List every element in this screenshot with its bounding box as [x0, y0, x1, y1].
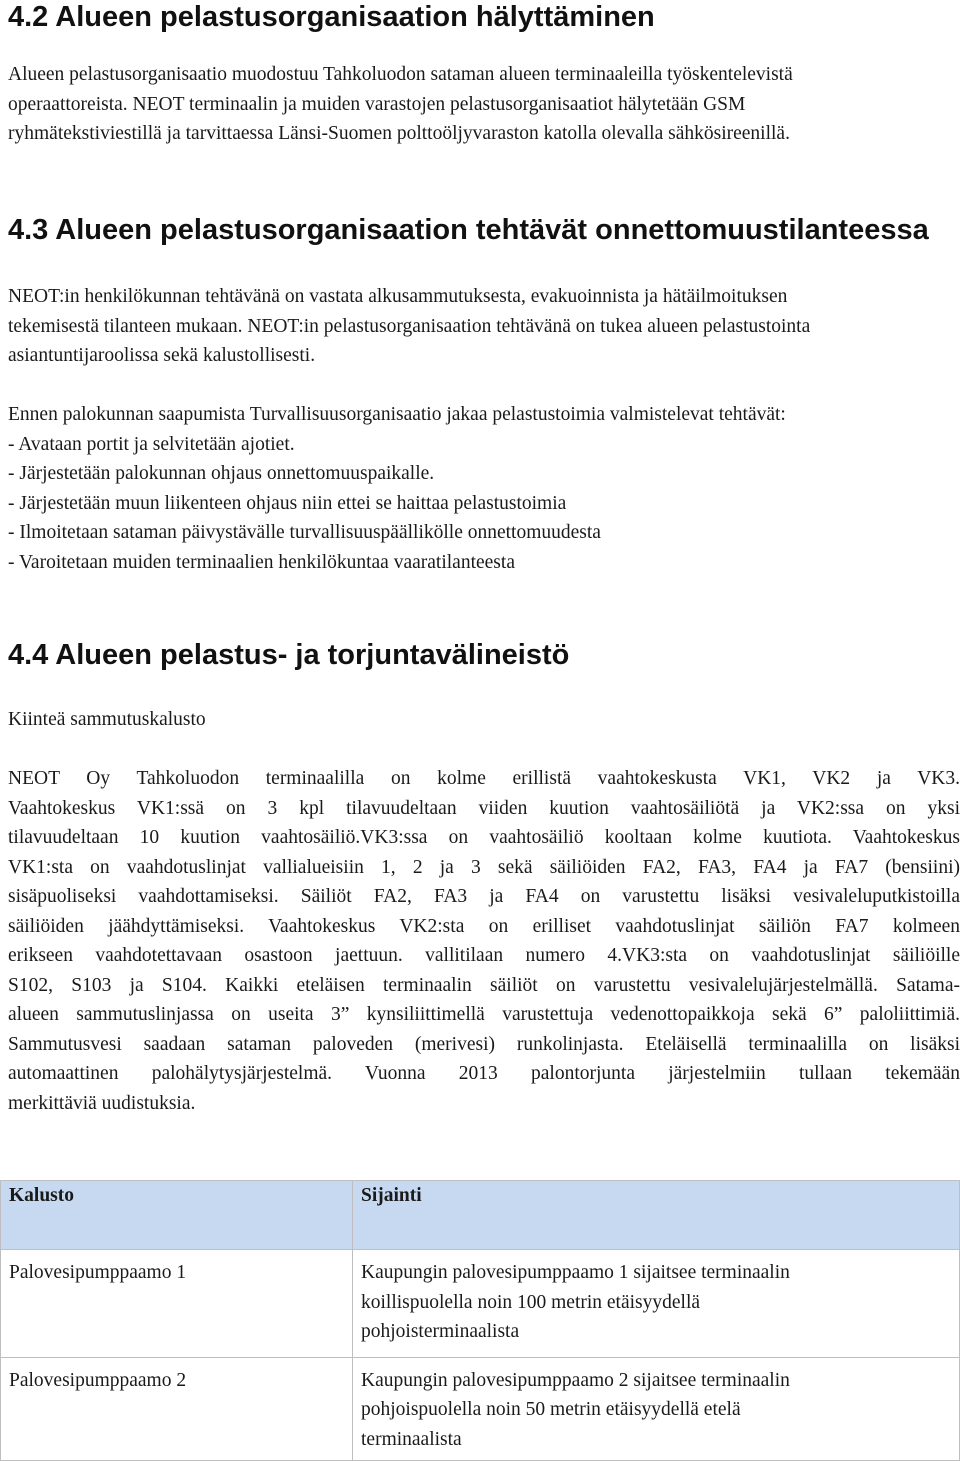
paragraph-line: sisäpuoliseksi vaahdottamiseksi. Säiliöt FA2, FA3 ja FA4 on varustettu lisäksi vesivaleluputkistoilla: [8, 886, 960, 907]
cell-sijainti: [353, 1357, 960, 1461]
header-sijainti: [353, 1181, 960, 1250]
cell-kalusto: Palovesipumppaamo 2: [1, 1357, 353, 1461]
cell-line: pohjoispuolella noin 50 metrin etäisyydellä etelä: [361, 1399, 741, 1420]
paragraph-line: NEOT Oy Tahkoluodon terminaalilla on kolme erillistä vaahtokeskusta VK1, VK2 ja VK3.: [8, 768, 960, 789]
paragraph-line: Sammutusvesi saadaan sataman paloveden (merivesi) runkolinjasta. Eteläisellä terminaalilla on lisäksi: [8, 1033, 960, 1055]
section-4-2-heading: 4.2 Alueen pelastusorganisaation hälyttäminen: [8, 1, 655, 33]
task-list-item: - Varoitetaan muiden terminaalien henkilökuntaa vaaratilanteesta: [8, 551, 515, 573]
section-4-2-paragraph: [8, 60, 960, 149]
paragraph-line: NEOT:in henkilökunnan tehtävänä on vastata alkusammutuksesta, evakuoinnista ja hätäilmoituksen: [8, 286, 788, 307]
section-4-3-heading: 4.3 Alueen pelastusorganisaation tehtävät onnettomuustilanteessa: [8, 214, 929, 246]
cell-line: Kaupungin palovesipumppaamo 2 sijaitsee terminaalin: [361, 1369, 790, 1391]
task-list-intro: Ennen palokunnan saapumista Turvallisuusorganisaatio jakaa pelastustoimia valmistelevat tehtävät:: [8, 404, 786, 425]
cell-kalusto: Palovesipumppaamo 1: [1, 1250, 353, 1358]
task-list-item: - Ilmoitetaan sataman päivystävälle turvallisuuspäällikölle onnettomuudesta: [8, 522, 601, 543]
task-list-item: - Järjestetään muun liikenteen ohjaus niin ettei se haittaa pelastustoimia: [8, 492, 567, 514]
paragraph-line: alueen sammutuslinjassa on useita 3” kynsiliittimellä varustettuja vedenottopaikkoja sekä 6” paloliittimiä.: [8, 1004, 960, 1025]
task-list-item: - Järjestetään palokunnan ohjaus onnettomuuspaikalle.: [8, 463, 435, 484]
section-4-4-paragraph: [8, 764, 960, 1118]
paragraph-line: asiantuntijaroolissa sekä kalustollisesti.: [8, 345, 316, 366]
cell-line: koillispuolella noin 100 metrin etäisyydellä: [361, 1291, 701, 1313]
section-4-3-task-list: [8, 400, 960, 577]
paragraph-line: Vaahtokeskus VK1:ssä on 3 kpl tilavuudeltaan viiden kuution vaahtosäiliötä ja VK2:ssa on yksi: [8, 797, 960, 819]
table-row: [1, 1357, 960, 1461]
table-header-row: [1, 1181, 960, 1250]
header-label: Sijainti: [361, 1185, 422, 1206]
paragraph-line: säiliöiden jäähdyttämiseksi. Vaahtokeskus VK2:sta on erilliset vaahdotuslinjat säiliön FA7 kolmeen: [8, 915, 960, 937]
equipment-table: [0, 1180, 960, 1461]
table-row: [1, 1250, 960, 1358]
paragraph-line: tekemisestä tilanteen mukaan. NEOT:in pelastusorganisaation tehtävänä on tukea alueen pelastustointa: [8, 315, 811, 337]
cell-line: pohjoisterminaalista: [361, 1321, 520, 1342]
section-4-3-paragraph-1: [8, 282, 960, 371]
paragraph-line: erikseen vaahdotettavaan osastoon jaettuun. vallitilaan numero 4.VK3:sta on vaahdotuslinjat säiliöille: [8, 945, 960, 966]
paragraph-line: automaattinen palohälytysjärjestelmä. Vuonna 2013 palontorjunta järjestelmiin tullaan tekemään: [8, 1063, 960, 1084]
subtitle-text: Kiinteä sammutuskalusto: [8, 709, 206, 730]
paragraph-line: merkittäviä uudistuksia.: [8, 1092, 196, 1114]
header-kalusto: [1, 1181, 353, 1250]
cell-line: Kaupungin palovesipumppaamo 1 sijaitsee terminaalin: [361, 1262, 790, 1283]
paragraph-line: Alueen pelastusorganisaatio muodostuu Tahkoluodon sataman alueen terminaaleilla työskentelevistä: [8, 64, 793, 85]
paragraph-line: VK1:sta on vaahdotuslinjat vallialueisiin 1, 2 ja 3 sekä säiliöiden FA2, FA3, FA4 ja FA7 (bensiini): [8, 856, 960, 878]
task-list-item: - Avataan portit ja selvitetään ajotiet.: [8, 433, 295, 455]
paragraph-line: ryhmätekstiviestillä ja tarvittaessa Länsi-Suomen polttoöljyvaraston katolla olevalla sähkösireenillä.: [8, 123, 790, 144]
paragraph-line: operaattoreista. NEOT terminaalin ja muiden varastojen pelastusorganisaatiot hälytetään GSM: [8, 93, 746, 115]
cell-line: terminaalista: [361, 1428, 462, 1450]
section-4-4-subtitle: [8, 705, 960, 735]
header-label: Kalusto: [9, 1185, 75, 1206]
cell-sijainti: [353, 1250, 960, 1358]
paragraph-line: S102, S103 ja S104. Kaikki eteläisen terminaalin säiliöt on varustettu vesivalelujärjestelmällä. Satama-: [8, 974, 960, 996]
section-4-4-heading: 4.4 Alueen pelastus- ja torjuntavälineistö: [8, 639, 570, 671]
paragraph-line: tilavuudeltaan 10 kuution vaahtosäiliö.VK3:ssa on vaahtosäiliö kooltaan kolme kuutiota. Vaahtokeskus: [8, 827, 960, 848]
